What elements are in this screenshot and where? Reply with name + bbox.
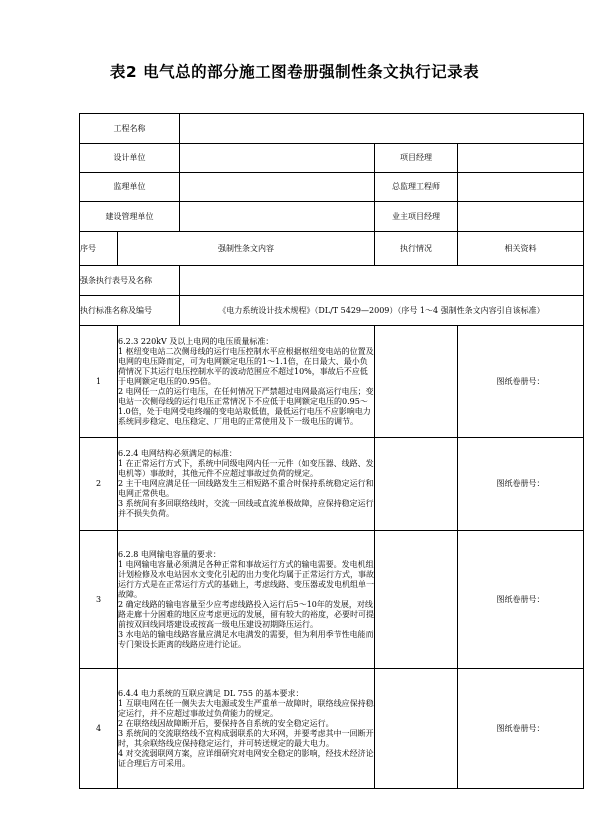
standard-value: 《电力系统设计技术规程》（DL/T 5429—2009）（序号 1～4 强制性条文内容引自该标准） [180,296,584,326]
standard-label: 执行标准名称及编号 [80,296,180,326]
project-manager-label: 项目经理 [375,144,458,173]
drawing-volume-ref: 图纸卷册号： [458,326,584,438]
col-docs-header: 相关资料 [458,232,584,266]
execution-status-cell[interactable] [375,438,458,531]
clause-line: 1 互联电网在任一侧失去大电源或发生严重单一故障时，联络线应保持稳定运行，并不应超过事故过负荷能力的规定。 [118,698,374,718]
page-title: 表2 电气总的部分施工图卷册强制性条文执行记录表 [109,63,480,81]
execution-status-cell[interactable] [375,326,458,438]
design-unit-value[interactable] [180,144,375,173]
clause-content [118,438,375,531]
table-no-value[interactable] [180,266,584,296]
supervision-unit-row [80,173,584,202]
owner-pm-value[interactable] [458,202,584,232]
clause-content [118,669,375,789]
clause-line: 4 对交流弱联网方案，应详细研究对电网安全稳定的影响，经技术经济论证合理后方可采用。 [118,748,374,768]
clause-line: 3 水电站的输电线路容量应满足水电满发的需要，但为利用季节性电能而专门架设长距离的线路应进行论证。 [118,629,374,649]
row-number: 2 [80,438,118,531]
clause-row [80,531,584,669]
row-number: 4 [80,669,118,789]
clause-content [118,326,375,438]
execution-status-cell[interactable] [375,669,458,789]
row-number: 3 [80,531,118,669]
clause-line: 2 在联络线因故障断开后，要保持各自系统的安全稳定运行。 [118,718,334,728]
owner-pm-label: 业主项目经理 [375,202,458,232]
clause-line: 1 枢纽变电站二次侧母线的运行电压控制水平应根据枢纽变电站的位置及电网的电压降而定，可为电网额定电压的1～1.1倍，在日最大、最小负荷情况下其运行电压控制水平的波动范围应不超过10%，事故后不应低于电网额定电压的0.95倍。 [118,346,374,386]
standard-row [80,296,584,326]
clause-line: 6.2.8 电网输电容量的要求： [118,549,221,559]
design-unit-row [80,144,584,173]
table-no-label: 强条执行表号及名称 [80,266,180,296]
row-number: 1 [80,326,118,438]
col-status-header: 执行情况 [375,232,458,266]
project-name-row [80,114,584,144]
record-form-table [79,113,584,789]
clause-line: 6.2.4 电网结构必须满足的标准： [118,449,237,458]
construction-mgmt-label: 建设管理单位 [80,202,180,232]
clause-line: 1 电网输电容量必须满足各种正常和事故运行方式的输电需要。发电机组计划检修及水电站因水文变化引起的出力变化均属于正常运行方式，事故运行方式是在正常运行方式的基础上，考虑线路、变压器或发电机组单一故障。 [118,559,374,599]
clause-line: 2 电网任一点的运行电压，在任何情况下严禁超过电网最高运行电压；变电站一次侧母线的运行电压正常情况下不应低于电网额定电压的0.95～1.0倍，处于电网受电终端的变电站取低值，最低运行电压不应影响电力系统同步稳定、电压稳定、厂用电的正常使用及下一级电压的调节。 [118,386,374,426]
project-name-label: 工程名称 [80,114,180,144]
table-no-row [80,266,584,296]
col-content-header: 强制性条文内容 [118,232,375,266]
design-unit-label: 设计单位 [80,144,180,173]
clause-line: 3 系统间有多回联络线时，交流一回线或直流单极故障，应保持稳定运行并不损失负荷。 [118,499,374,518]
clause-line: 1 在正常运行方式下，系统中同级电网内任一元件（如变压器、线路、发电机等）事故时，其他元件不应超过事故过负荷的规定。 [118,459,374,478]
drawing-volume-ref: 图纸卷册号： [458,531,584,669]
supervision-unit-value[interactable] [180,173,375,202]
clause-row [80,326,584,438]
drawing-volume-ref: 图纸卷册号： [458,669,584,789]
clause-line: 3 系统间的交流联络线不宜构成弱联系的大环网，并要考虑其中一回断开时，其余联络线应保持稳定运行，并可转送规定的最大电力。 [118,728,374,748]
project-manager-value[interactable] [458,144,584,173]
chief-supervisor-value[interactable] [458,173,584,202]
clause-content [118,531,375,669]
construction-mgmt-row [80,202,584,232]
clause-line: 6.4.4 电力系统的互联应满足 DL 755 的基本要求： [118,688,304,698]
clause-line: 2 确定线路的输电容量至少应考虑线路投入运行后5～10年的发展，对线路走廊十分困难的地区应考虑更远的发展，留有较大的裕度，必要时可提前按双回线同塔建设或按高一级电压建设初期降压运行。 [118,599,374,629]
project-name-value[interactable] [180,114,584,144]
drawing-volume-ref: 图纸卷册号： [458,438,584,531]
execution-status-cell[interactable] [375,531,458,669]
col-no-header: 序号 [80,232,118,266]
clause-row [80,438,584,531]
column-header-row [80,232,584,266]
clause-line: 6.2.3 220kV 及以上电网的电压质量标准： [118,336,274,346]
supervision-unit-label: 监理单位 [80,173,180,202]
chief-supervisor-label: 总监理工程师 [375,173,458,202]
construction-mgmt-value[interactable] [180,202,375,232]
clause-line: 2 主干电网应满足任一回线路发生三相短路不重合时保持系统稳定运行和电网正常供电。 [118,479,374,498]
clause-row [80,669,584,789]
